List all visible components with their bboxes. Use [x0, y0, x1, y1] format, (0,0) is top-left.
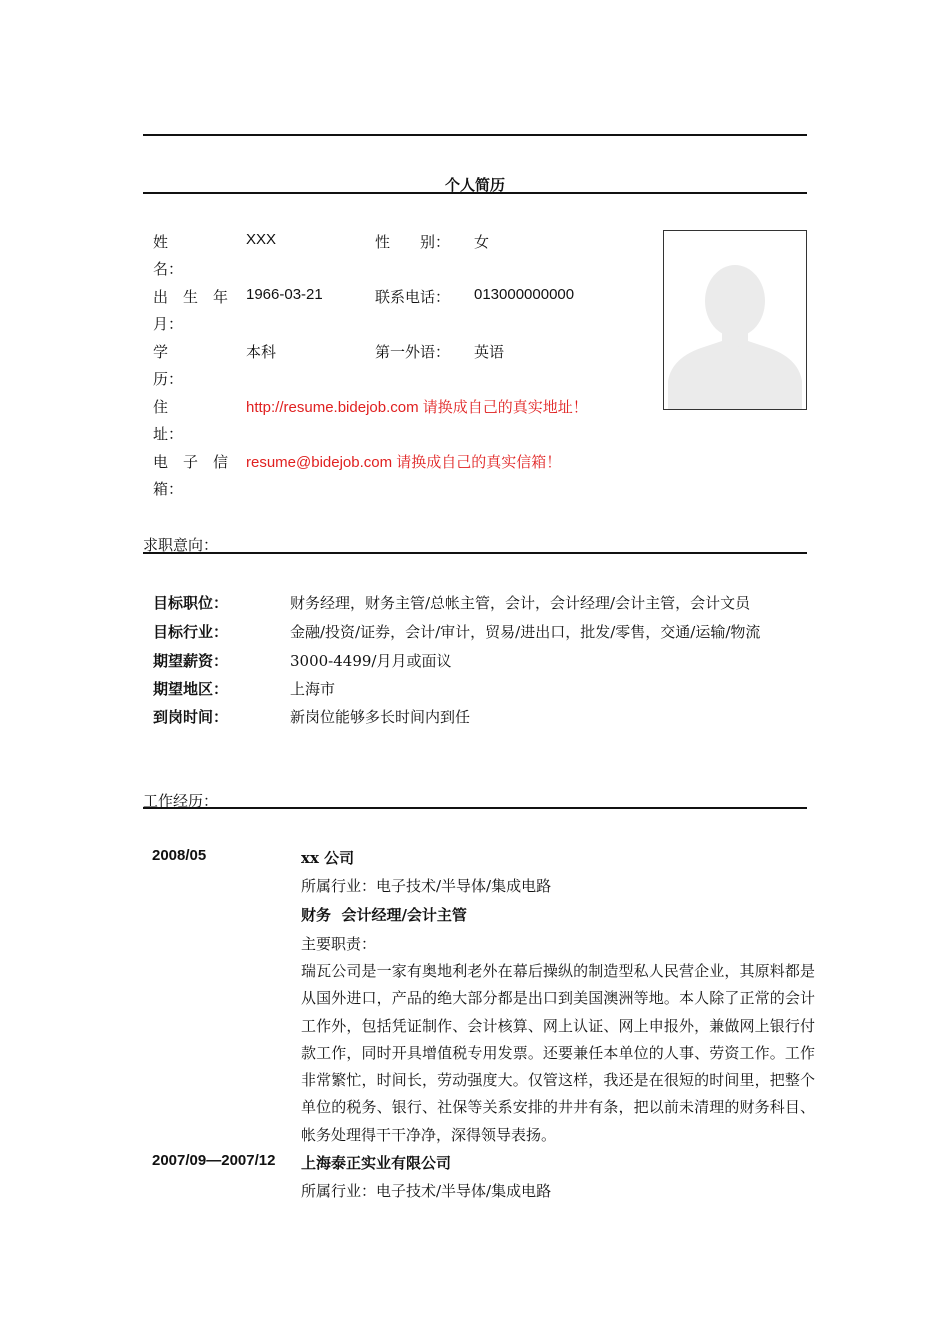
intent-label: 目标职位： [153, 594, 229, 612]
name-label: 姓 [153, 233, 170, 251]
work-rule [143, 807, 807, 809]
gender-value: 女 [474, 233, 490, 251]
name-value: XXX [246, 231, 277, 248]
addr-label: 住 [153, 398, 169, 416]
intent-rule [143, 552, 807, 554]
email-label-cont: 箱： [153, 480, 184, 498]
intent-value: 3000-4499/月月或面议 [290, 652, 452, 670]
gender-label: 性 别： [375, 233, 451, 251]
addr-label-cont: 址： [153, 425, 184, 443]
intent-label: 期望薪资： [153, 652, 229, 670]
job-duties-label: 主要职责： [301, 935, 377, 953]
job-position: 财务 会计经理/会计主管 [301, 906, 467, 924]
job-industry: 所属行业：电子技术/半导体/集成电路 [301, 877, 552, 895]
job-industry: 所属行业：电子技术/半导体/集成电路 [301, 1182, 552, 1200]
intent-value: 新岗位能够多长时间内到任 [290, 708, 471, 726]
intent-label: 目标行业： [153, 623, 229, 641]
job-date: 2007/09—2007/12 [152, 1152, 276, 1169]
title-rule [143, 192, 807, 194]
edu-value: 本科 [246, 343, 277, 361]
birth-label-cont: 月： [153, 315, 184, 333]
job-company: 上海泰正实业有限公司 [301, 1154, 452, 1172]
edu-label: 学 [153, 343, 169, 361]
page-title: 个人简历 [444, 176, 505, 194]
work-heading: 工作经历： [143, 792, 219, 810]
addr-value[interactable]: http://resume.bidejob.com 请换成自己的真实地址！ [246, 399, 588, 416]
job-date: 2008/05 [152, 847, 207, 864]
intent-label: 期望地区： [153, 680, 229, 698]
name-label-cont: 名： [153, 260, 184, 278]
phone-label: 联系电话： [375, 288, 451, 306]
email-value[interactable]: resume@bidejob.com 请换成自己的真实信箱！ [246, 454, 562, 471]
intent-heading: 求职意向： [143, 536, 219, 554]
email-label: 电 子 信 [153, 453, 229, 471]
intent-value: 上海市 [290, 680, 336, 698]
top-rule [143, 134, 807, 136]
lang-value: 英语 [474, 343, 505, 361]
birth-value: 1966-03-21 [246, 286, 323, 303]
job-company: xx 公司 [301, 849, 355, 867]
phone-value: 013000000000 [474, 286, 575, 303]
job-description: 瑞瓦公司是一家有奥地利老外在幕后操纵的制造型私人民营企业，其原料都是从国外进口，产品的绝大部分都是出口到美国澳洲等地。本人除了正常的会计工作外，包括凭证制作、会计核算、网上认证、网上申报外，兼做网上银行付款工作，同时开具增值税专用发票。还要兼任本单位的人事、劳资工作。工作非常繁忙，时间长，劳动强度大。仅管这样，我还是在很短的时间里，把整个单位的税务、银行、社保等关系安排的井井有条，把以前未清理的财务科目、帐务处理得干干净净，深得领导表扬。 [301, 962, 815, 1144]
avatar-silhouette-icon [664, 231, 806, 409]
lang-label: 第一外语： [375, 343, 451, 361]
profile-photo [663, 230, 807, 410]
birth-label: 出 生 年 [153, 288, 229, 306]
edu-label-cont: 历： [153, 370, 184, 388]
intent-value: 财务经理，财务主管/总帐主管，会计，会计经理/会计主管，会计文员 [290, 594, 751, 612]
intent-label: 到岗时间： [153, 708, 229, 726]
intent-value: 金融/投资/证券，会计/审计，贸易/进出口，批发/零售，交通/运输/物流 [290, 623, 761, 641]
